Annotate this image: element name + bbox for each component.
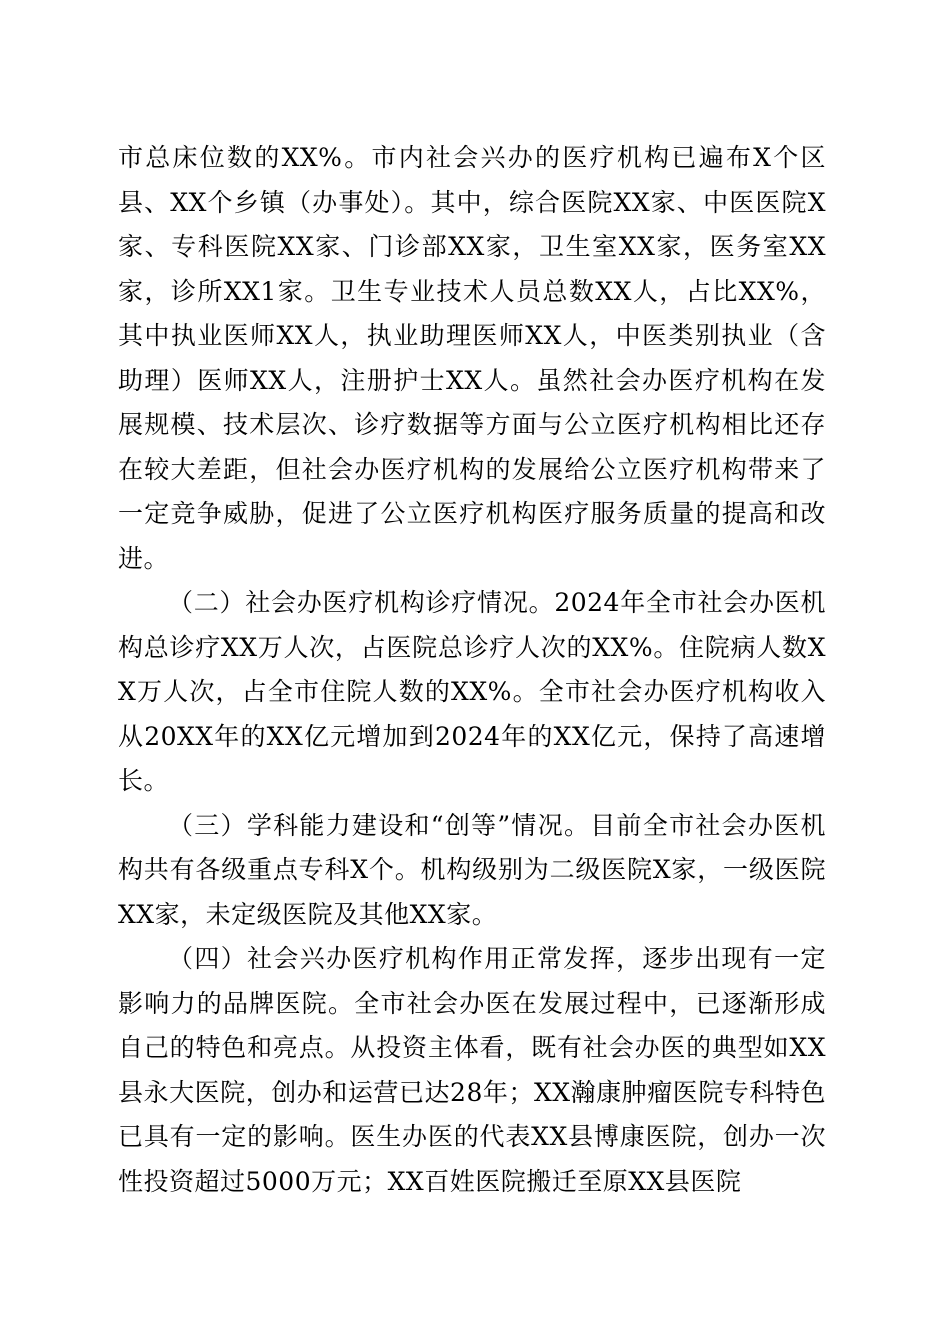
section-heading-2: （二）社会办医疗机构诊疗情况。 xyxy=(168,588,555,617)
paragraph-3-text: 目前全市社会办医机构共有各级重点专科X个。机构级别为二级医院X家，一级医院XX家，未定级医院及其他XX家。 xyxy=(118,810,826,929)
paragraph-1 xyxy=(118,136,826,581)
section-heading-3: （三）学科能力建设和“创等”情况。 xyxy=(168,810,591,840)
paragraph-3 xyxy=(118,804,826,938)
paragraph-1-text: 市总床位数的XX%。市内社会兴办的医疗机构已遍布X个区县、XX个乡镇（办事处）。其中，综合医院XX家、中医医院X家、专科医院XX家、门诊部XX家，卫生室XX家，医务室XX家，诊所XX1家。卫生专业技术人员总数XX人，占比XX%，其中执业医师XX人，执业助理医师XX人，中医类别执业（含助理）医师XX人，注册护士XX人。虽然社会办医疗机构在发展规模、技术层次、诊疗数据等方面与公立医疗机构相比还存在较大差距，但社会办医疗机构的发展给公立医疗机构带来了一定竞争威胁，促进了公立医疗机构医疗服务质量的提高和改进。 xyxy=(118,143,826,573)
paragraph-2-text: 2024年全市社会办医机构总诊疗XX万人次，占医院总诊疗人次的XX%。住院病人数XX万人次，占全市住院人数的XX%。全市社会办医疗机构收入从20XX年的XX亿元增加到2024年的XX亿元，保持了高速增长。 xyxy=(118,588,826,795)
paragraph-4-text: 全市社会办医在发展过程中，已逐渐形成自己的特色和亮点。从投资主体看，既有社会办医的典型如XX县永大医院，创办和运营已达28年；XX瀚康肿瘤医院专科特色已具有一定的影响。医生办医的代表XX县博康医院，创办一次性投资超过5000万元；XX百姓医院搬迁至原XX县医院 xyxy=(118,988,826,1196)
document-page xyxy=(118,136,826,1204)
paragraph-2 xyxy=(118,581,826,804)
paragraph-4 xyxy=(118,937,826,1204)
section-heading-4: （四）社会兴办医疗机构作用正常发挥，逐步出现有一定影响力的品牌医院。 xyxy=(118,944,826,1018)
